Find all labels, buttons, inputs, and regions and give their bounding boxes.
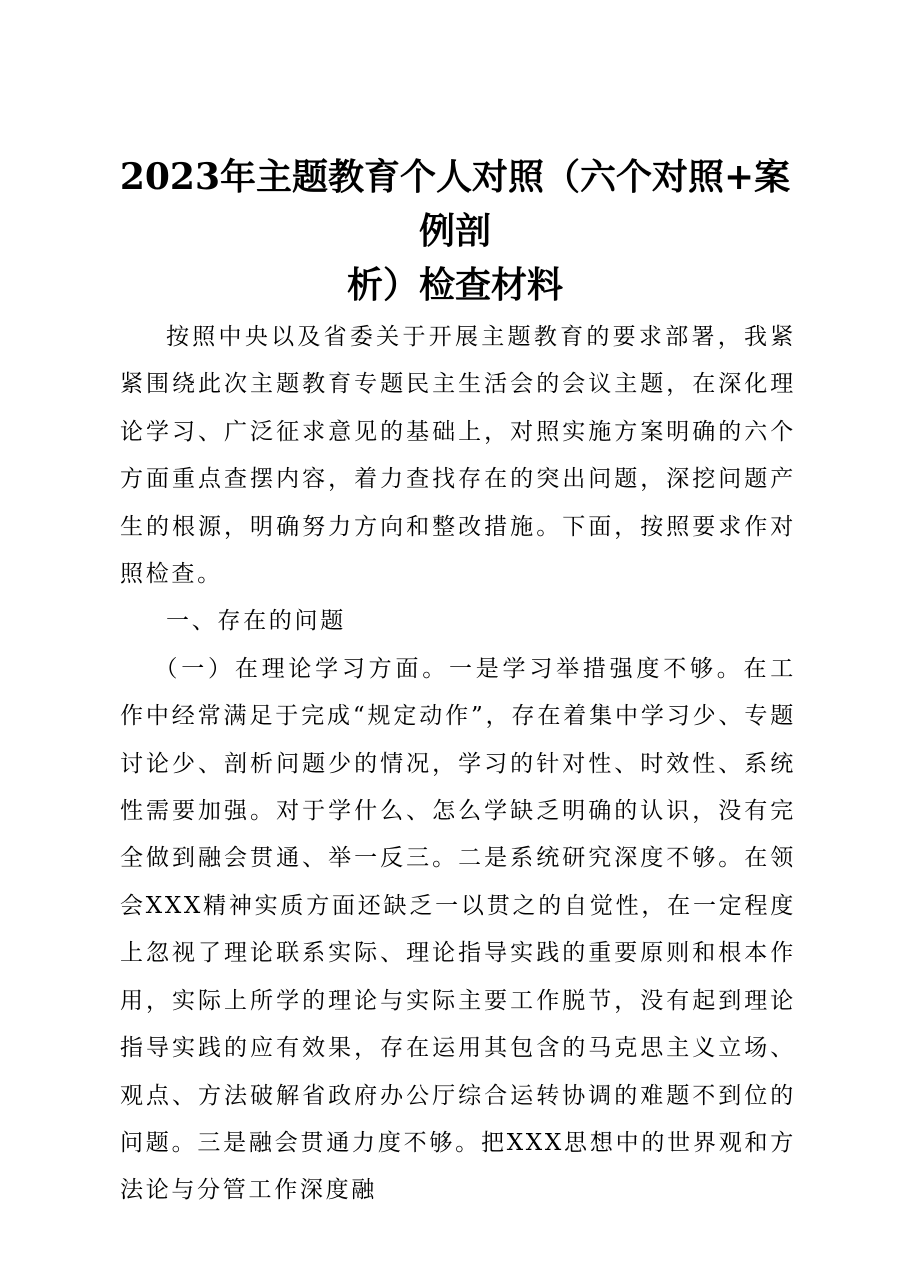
section-heading-problems: 一、存在的问题: [166, 608, 346, 635]
document-body: [120, 314, 796, 1215]
title-line-1: 2023年主题教育个人对照（六个对照+案例剖: [119, 156, 791, 252]
document-title: [110, 150, 800, 312]
title-line-2: 析）检查材料: [346, 264, 563, 306]
theory-study-paragraph: （一）在理论学习方面。一是学习举措强度不够。在工作中经常满足于完成“规定动作”，存在着集中学习少、专题讨论少、剖析问题少的情况，学习的针对性、时效性、系统性需要加强。对于学什么、怎么学缺乏明确的认识，没有完全做到融会贯通、举一反三。二是系统研究深度不够。在领会XXX精神实质方面还缺乏一以贯之的自觉性，在一定程度上忽视了理论联系实际、理论指导实践的重要原则和根本作用，实际上所学的理论与实际主要工作脱节，没有起到理论指导实践的应有效果，存在运用其包含的马克思主义立场、观点、方法破解省政府办公厅综合运转协调的难题不到位的问题。三是融会贯通力度不够。把XXX思想中的世界观和方法论与分管工作深度融: [120, 655, 796, 1204]
intro-paragraph: 按照中央以及省委关于开展主题教育的要求部署，我紧紧围绕此次主题教育专题民主生活会的会议主题，在深化理论学习、广泛征求意见的基础上，对照实施方案明确的六个方面重点查摆内容，着力查找存在的突出问题，深挖问题产生的根源，明确努力方向和整改措施。下面，按照要求作对照检查。: [120, 324, 796, 588]
